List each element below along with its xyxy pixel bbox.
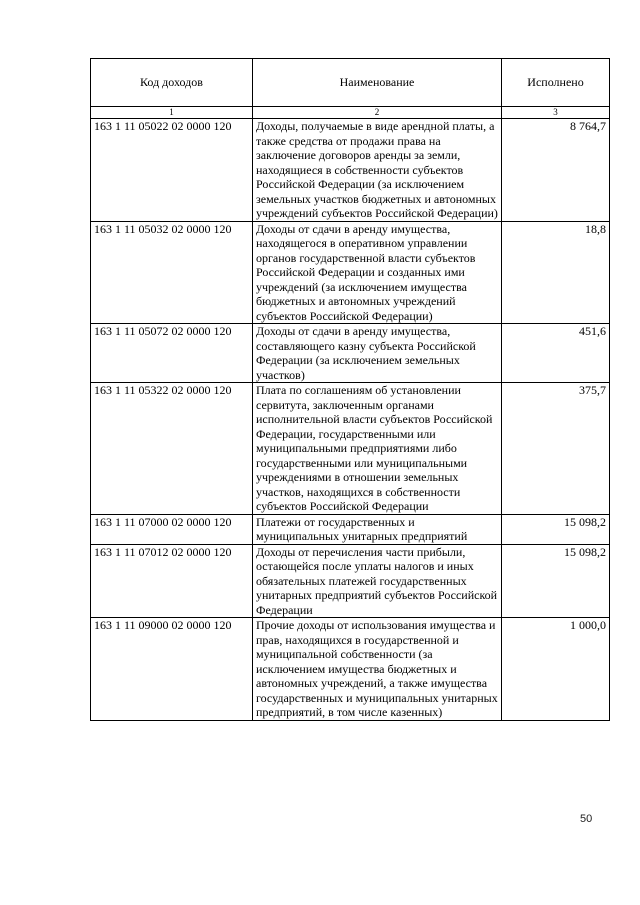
- row-code: 163 1 11 05072 02 0000 120: [91, 324, 253, 383]
- row-name: Доходы от сдачи в аренду имущества, находящегося в оперативном управлении органов государственной власти субъектов Российской Федерации и созданных ими учреждений (за исключением имущества бюджетных и автономных учреждений субъектов Российской Федерации): [253, 221, 502, 324]
- row-code: 163 1 11 09000 02 0000 120: [91, 618, 253, 721]
- column-number-1: 1: [91, 107, 253, 119]
- row-executed: 375,7: [502, 383, 610, 515]
- row-name: Плата по соглашениям об установлении сервитута, заключенным органами исполнительной власти субъектов Российской Федерации, государственными или муниципальными предприятиями либо государственными или муниципальными учреждениями в отношении земельных участков, находящихся в собственности субъектов Российской Федерации: [253, 383, 502, 515]
- row-executed: 8 764,7: [502, 119, 610, 222]
- row-name: Доходы, получаемые в виде арендной платы, а также средства от продажи права на заключение договоров аренды за земли, находящиеся в собственности субъектов Российской Федерации (за исключением земельных участков бюджетных и автономных учреждений субъектов Российской Федерации): [253, 119, 502, 222]
- row-name: Платежи от государственных и муниципальных унитарных предприятий: [253, 514, 502, 544]
- row-executed: 15 098,2: [502, 514, 610, 544]
- row-code: 163 1 11 07012 02 0000 120: [91, 544, 253, 618]
- row-code: 163 1 11 05022 02 0000 120: [91, 119, 253, 222]
- row-code: 163 1 11 05322 02 0000 120: [91, 383, 253, 515]
- column-number-row: [91, 107, 610, 119]
- table-row: [91, 544, 610, 618]
- table-row: [91, 618, 610, 721]
- row-executed: 451,6: [502, 324, 610, 383]
- table-header-row: [91, 59, 610, 107]
- table-row: [91, 383, 610, 515]
- header-name: Наименование: [253, 59, 502, 107]
- header-executed: Исполнено: [502, 59, 610, 107]
- row-name: Прочие доходы от использования имущества и прав, находящихся в государственной и муниципальной собственности (за исключением имущества бюджетных и автономных учреждений, а также имущества государственных и муниципальных унитарных предприятий, в том числе казенных): [253, 618, 502, 721]
- table-row: [91, 514, 610, 544]
- header-code: Код доходов: [91, 59, 253, 107]
- column-number-3: 3: [502, 107, 610, 119]
- row-code: 163 1 11 05032 02 0000 120: [91, 221, 253, 324]
- table-row: [91, 221, 610, 324]
- row-executed: 15 098,2: [502, 544, 610, 618]
- column-number-2: 2: [253, 107, 502, 119]
- table-row: [91, 324, 610, 383]
- page-number: 50: [580, 813, 593, 825]
- revenue-table: [90, 58, 610, 721]
- row-name: Доходы от перечисления части прибыли, остающейся после уплаты налогов и иных обязательных платежей государственных унитарных предприятий субъектов Российской Федерации: [253, 544, 502, 618]
- row-code: 163 1 11 07000 02 0000 120: [91, 514, 253, 544]
- row-executed: 1 000,0: [502, 618, 610, 721]
- table-row: [91, 119, 610, 222]
- row-executed: 18,8: [502, 221, 610, 324]
- row-name: Доходы от сдачи в аренду имущества, составляющего казну субъекта Российской Федерации (за исключением земельных участков): [253, 324, 502, 383]
